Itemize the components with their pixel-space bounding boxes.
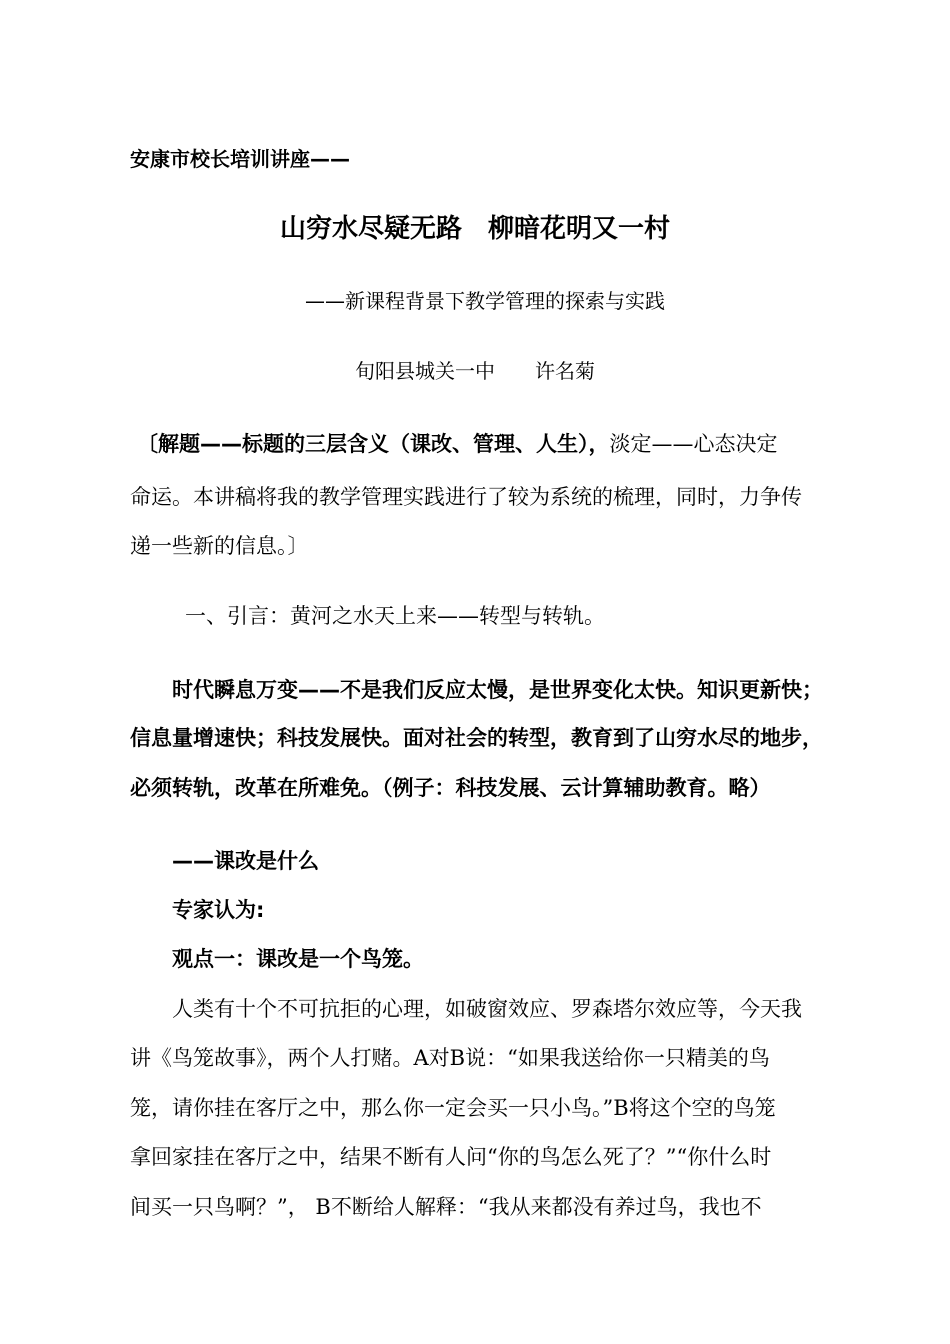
para2-line-4: 拿回家挂在客厅之中，结果不断有人问“你的鸟怎么死了？”“你什么时 [130, 1145, 772, 1169]
author-line: 旬阳县城关一中 许名菊 [355, 359, 595, 383]
intro-line-3: 递一些新的信息。〕 [130, 534, 309, 558]
para2-line-2: 讲《鸟笼故事》，两个人打赌。A对B说：“如果我送给你一只精美的鸟 [130, 1046, 770, 1070]
para2-line-5: 间买一只鸟啊？”， B不断给人解释：“我从来都没有养过鸟，我也不 [130, 1195, 762, 1219]
intro-line-1 [137, 428, 778, 458]
para2-line-3: 笼，请你挂在客厅之中，那么你一定会买一只小鸟。”B将这个空的鸟笼 [130, 1096, 776, 1120]
intro-line-1-rest: 淡定——心态决定 [609, 432, 778, 456]
para1-line-2: 信息量增速快；科技发展快。面对社会的转型，教育到了山穷水尽的地步， [130, 726, 823, 750]
section-heading-1: 一、引言：黄河之水天上来——转型与转轨。 [185, 604, 605, 628]
subheading-what-is-reform: ——课改是什么 [172, 849, 319, 873]
intro-line-1-bold: 〔解题——标题的三层含义（课改、管理、人生）， [137, 432, 610, 456]
intro-line-2: 命运。本讲稿将我的教学管理实践进行了较为系统的梳理，同时，力争传 [130, 485, 802, 509]
para1-line-1: 时代瞬息万变——不是我们反应太慢，是世界变化太快。知识更新快； [172, 678, 823, 702]
page-title: 山穷水尽疑无路 柳暗花明又一村 [279, 214, 670, 244]
para1-line-3: 必须转轨，改革在所难免。（例子：科技发展、云计算辅助教育。略） [130, 776, 771, 800]
subheading-experts: 专家认为: [172, 898, 265, 922]
subheading-view-one: 观点一：课改是一个鸟笼。 [172, 947, 424, 971]
para2-line-1: 人类有十个不可抗拒的心理，如破窗效应、罗森塔尔效应等，今天我 [172, 997, 802, 1021]
lecture-series-label: 安康市校长培训讲座—— [130, 147, 350, 171]
page-subtitle: ——新课程背景下教学管理的探索与实践 [305, 289, 665, 313]
